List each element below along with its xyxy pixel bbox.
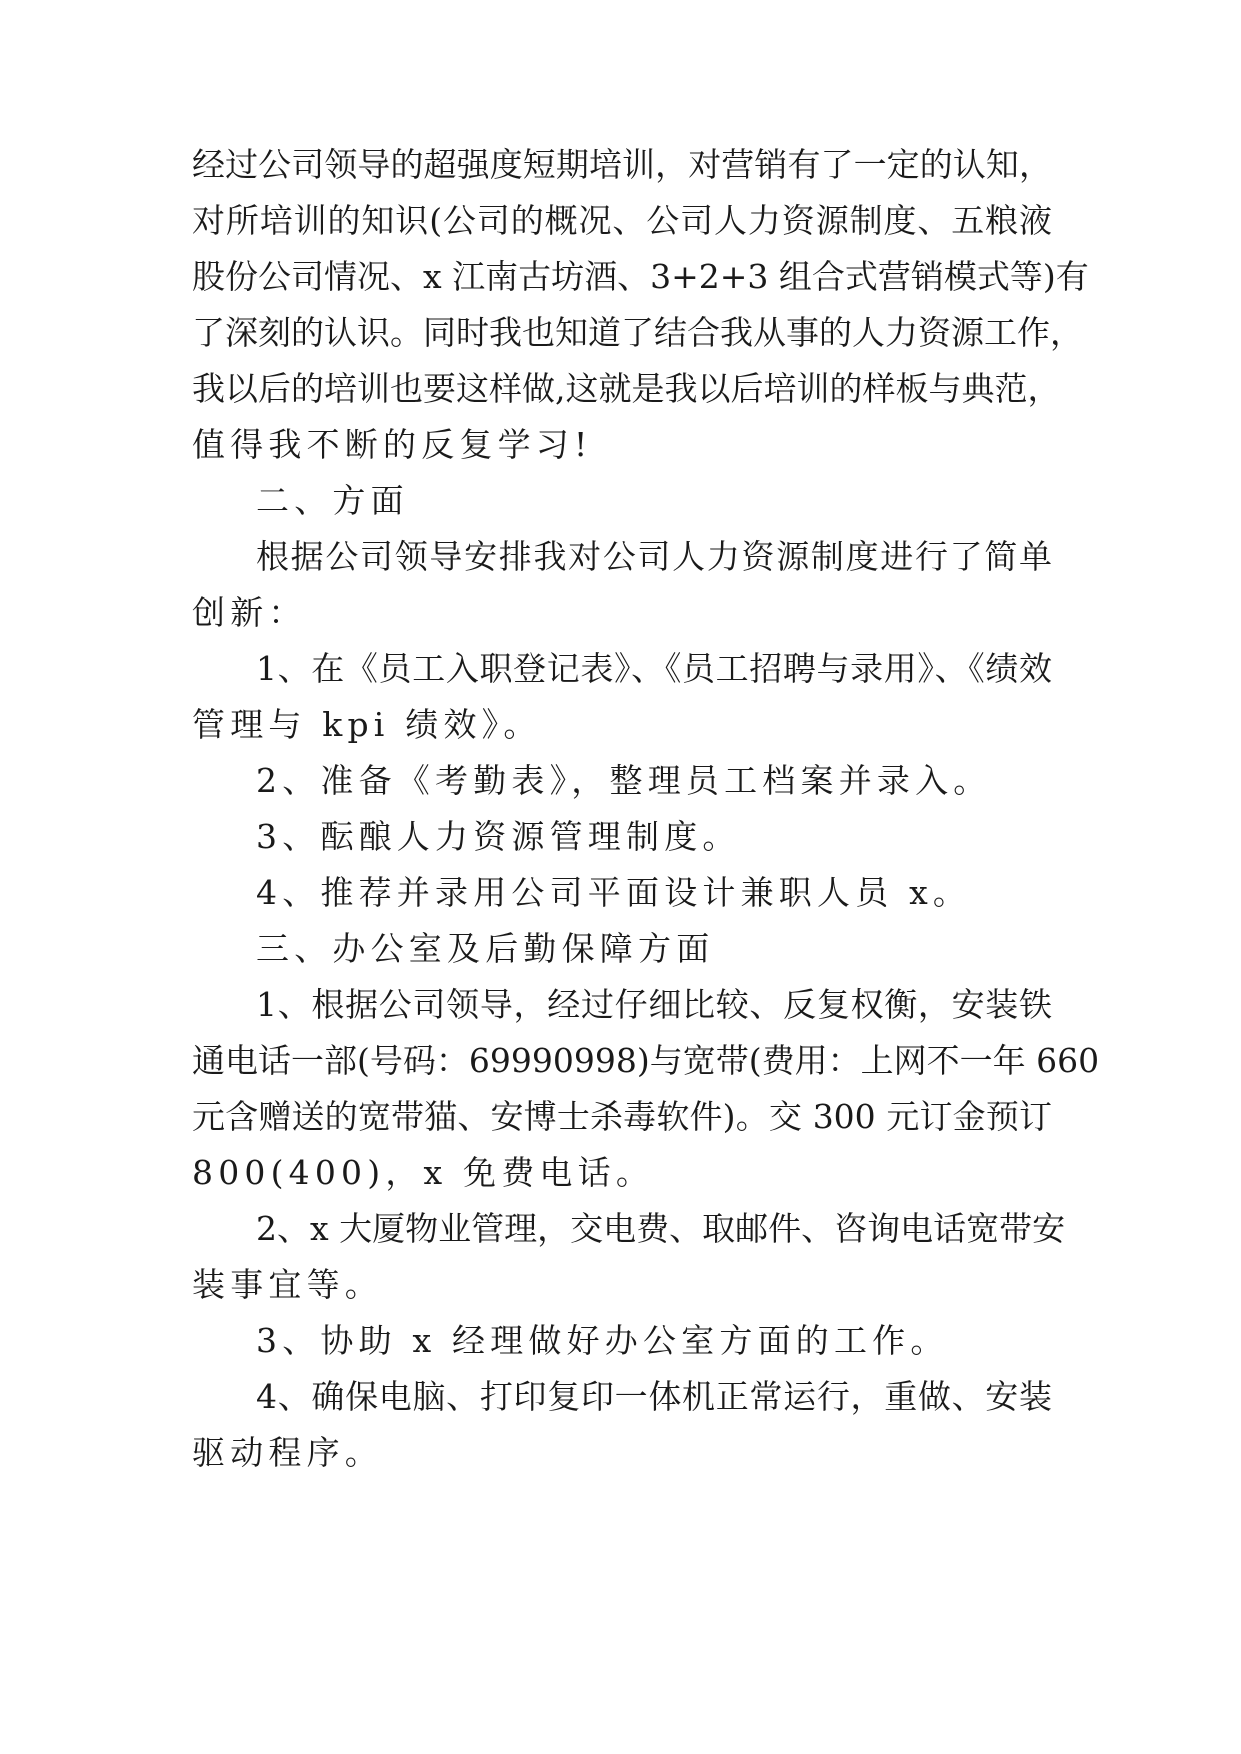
text-line: 创新： — [192, 593, 307, 632]
text-line: 对所培训的知识(公司的概况、公司人力资源制度、五粮液 — [192, 201, 1052, 240]
text-line: 驱动程序。 — [192, 1433, 383, 1472]
list-item: 2、准备《考勤表》，整理员工档案并录入。 — [256, 761, 992, 800]
text-line: 我以后的培训也要这样做,这就是我以后培训的样板与典范， — [192, 369, 1061, 408]
text-line: 了深刻的认识。同时我也知道了结合我从事的人力资源工作， — [192, 313, 1083, 352]
list-item: 1、在《员工入职登记表》、《员工招聘与录用》、《绩效 — [256, 649, 1052, 688]
text-line: 根据公司领导安排我对公司人力资源制度进行了简单 — [256, 537, 1052, 576]
text-line: 管理与 kpi 绩效》。 — [192, 705, 542, 744]
list-item: 1、根据公司领导，经过仔细比较、反复权衡，安装铁 — [256, 985, 1052, 1024]
list-item: 2、x 大厦物业管理，交电费、取邮件、咨询电话宽带安 — [256, 1209, 1066, 1248]
text-line: 经过公司领导的超强度短期培训，对营销有了一定的认知， — [192, 145, 1052, 184]
text-line: 800(400)，x 免费电话。 — [192, 1153, 655, 1192]
list-item: 3、协助 x 经理做好办公室方面的工作。 — [256, 1321, 949, 1360]
text-line: 通电话一部(号码：69990998)与宽带(费用：上网不一年 660 — [192, 1041, 1100, 1080]
text-line: 股份公司情况、x 江南古坊酒、3+2+3 组合式营销模式等)有 — [192, 257, 1089, 296]
section-heading: 二、方面 — [256, 481, 409, 520]
list-item: 4、推荐并录用公司平面设计兼职人员 x。 — [256, 873, 972, 912]
list-item: 4、确保电脑、打印复印一体机正常运行，重做、安装 — [256, 1377, 1052, 1416]
text-line: 装事宜等。 — [192, 1265, 383, 1304]
section-heading: 三、办公室及后勤保障方面 — [256, 929, 715, 968]
list-item: 3、酝酿人力资源管理制度。 — [256, 817, 741, 856]
text-line: 值得我不断的反复学习! — [192, 425, 593, 464]
text-line: 元含赠送的宽带猫、安博士杀毒软件)。交 300 元订金预订 — [192, 1097, 1052, 1136]
